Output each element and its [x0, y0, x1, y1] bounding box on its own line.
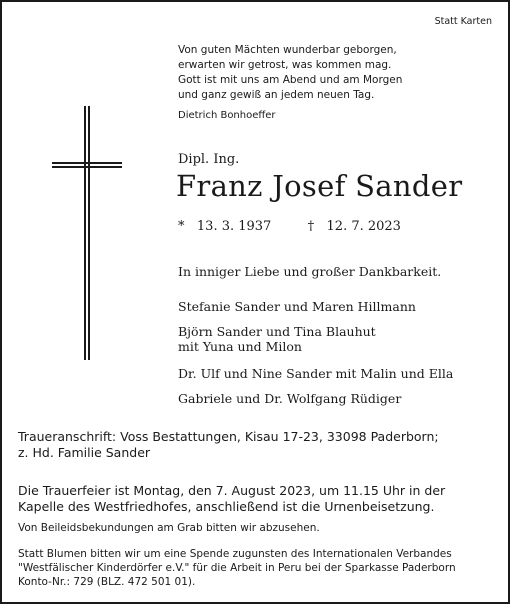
- cross-icon: [52, 106, 122, 360]
- born-symbol: *: [178, 219, 185, 234]
- cross-stroke: [88, 106, 90, 360]
- deceased-name: Franz Josef Sander: [176, 169, 463, 203]
- poem-line: erwarten wir getrost, was kommen mag.: [178, 59, 392, 71]
- cross-stroke: [52, 162, 122, 164]
- mourner-line: mit Yuna und Milon: [178, 339, 302, 354]
- cross-stroke: [84, 106, 86, 360]
- died-date: 12. 7. 2023: [326, 219, 401, 234]
- donation-line: Statt Blumen bitten wir um eine Spende zugunsten des Internationalen Verbandes: [18, 548, 452, 560]
- mourner-line: Björn Sander und Tina Blauhut: [178, 324, 376, 339]
- poem-line: Gott ist mit uns am Abend und am Morgen: [178, 74, 403, 86]
- donation-info: [18, 547, 456, 589]
- born-date: 13. 3. 1937: [196, 219, 272, 234]
- funeral-line: Die Trauerfeier ist Montag, den 7. August 2023, um 11.15 Uhr in der: [18, 483, 446, 498]
- donation-line: Konto-Nr.: 729 (BLZ. 472 501 01).: [18, 576, 196, 588]
- condolence-note: Von Beileidsbekundungen am Grab bitten wir abzusehen.: [18, 522, 320, 534]
- cross-stroke: [52, 166, 122, 168]
- mourner-line: Stefanie Sander und Maren Hillmann: [178, 299, 416, 314]
- funeral-info: [18, 483, 445, 515]
- donation-line: "Westfälischer Kinderdörfer e.V." für die Arbeit in Peru bei der Sparkasse Paderborn: [18, 562, 456, 574]
- mourning-address: [18, 429, 439, 461]
- funeral-line: Kapelle des Westfriedhofes, anschließend ist die Urnenbeisetzung.: [18, 499, 435, 514]
- poem-author: Dietrich Bonhoeffer: [178, 110, 276, 121]
- deceased-title: Dipl. Ing.: [178, 152, 240, 167]
- poem: [178, 43, 402, 103]
- life-dates: [178, 219, 401, 234]
- mourners-intro: In inniger Liebe und großer Dankbarkeit.: [178, 264, 442, 279]
- poem-line: und ganz gewiß an jedem neuen Tag.: [178, 89, 375, 101]
- mourner-line: Dr. Ulf und Nine Sander mit Malin und Ella: [178, 366, 454, 381]
- mourner-line: Gabriele und Dr. Wolfgang Rüdiger: [178, 391, 402, 406]
- died-symbol: †: [307, 219, 315, 234]
- statt-karten-note: Statt Karten: [434, 16, 492, 27]
- address-line: Traueranschrift: Voss Bestattungen, Kisau 17-23, 33098 Paderborn;: [18, 429, 439, 444]
- address-line: z. Hd. Familie Sander: [18, 445, 151, 460]
- poem-line: Von guten Mächten wunderbar geborgen,: [178, 44, 397, 56]
